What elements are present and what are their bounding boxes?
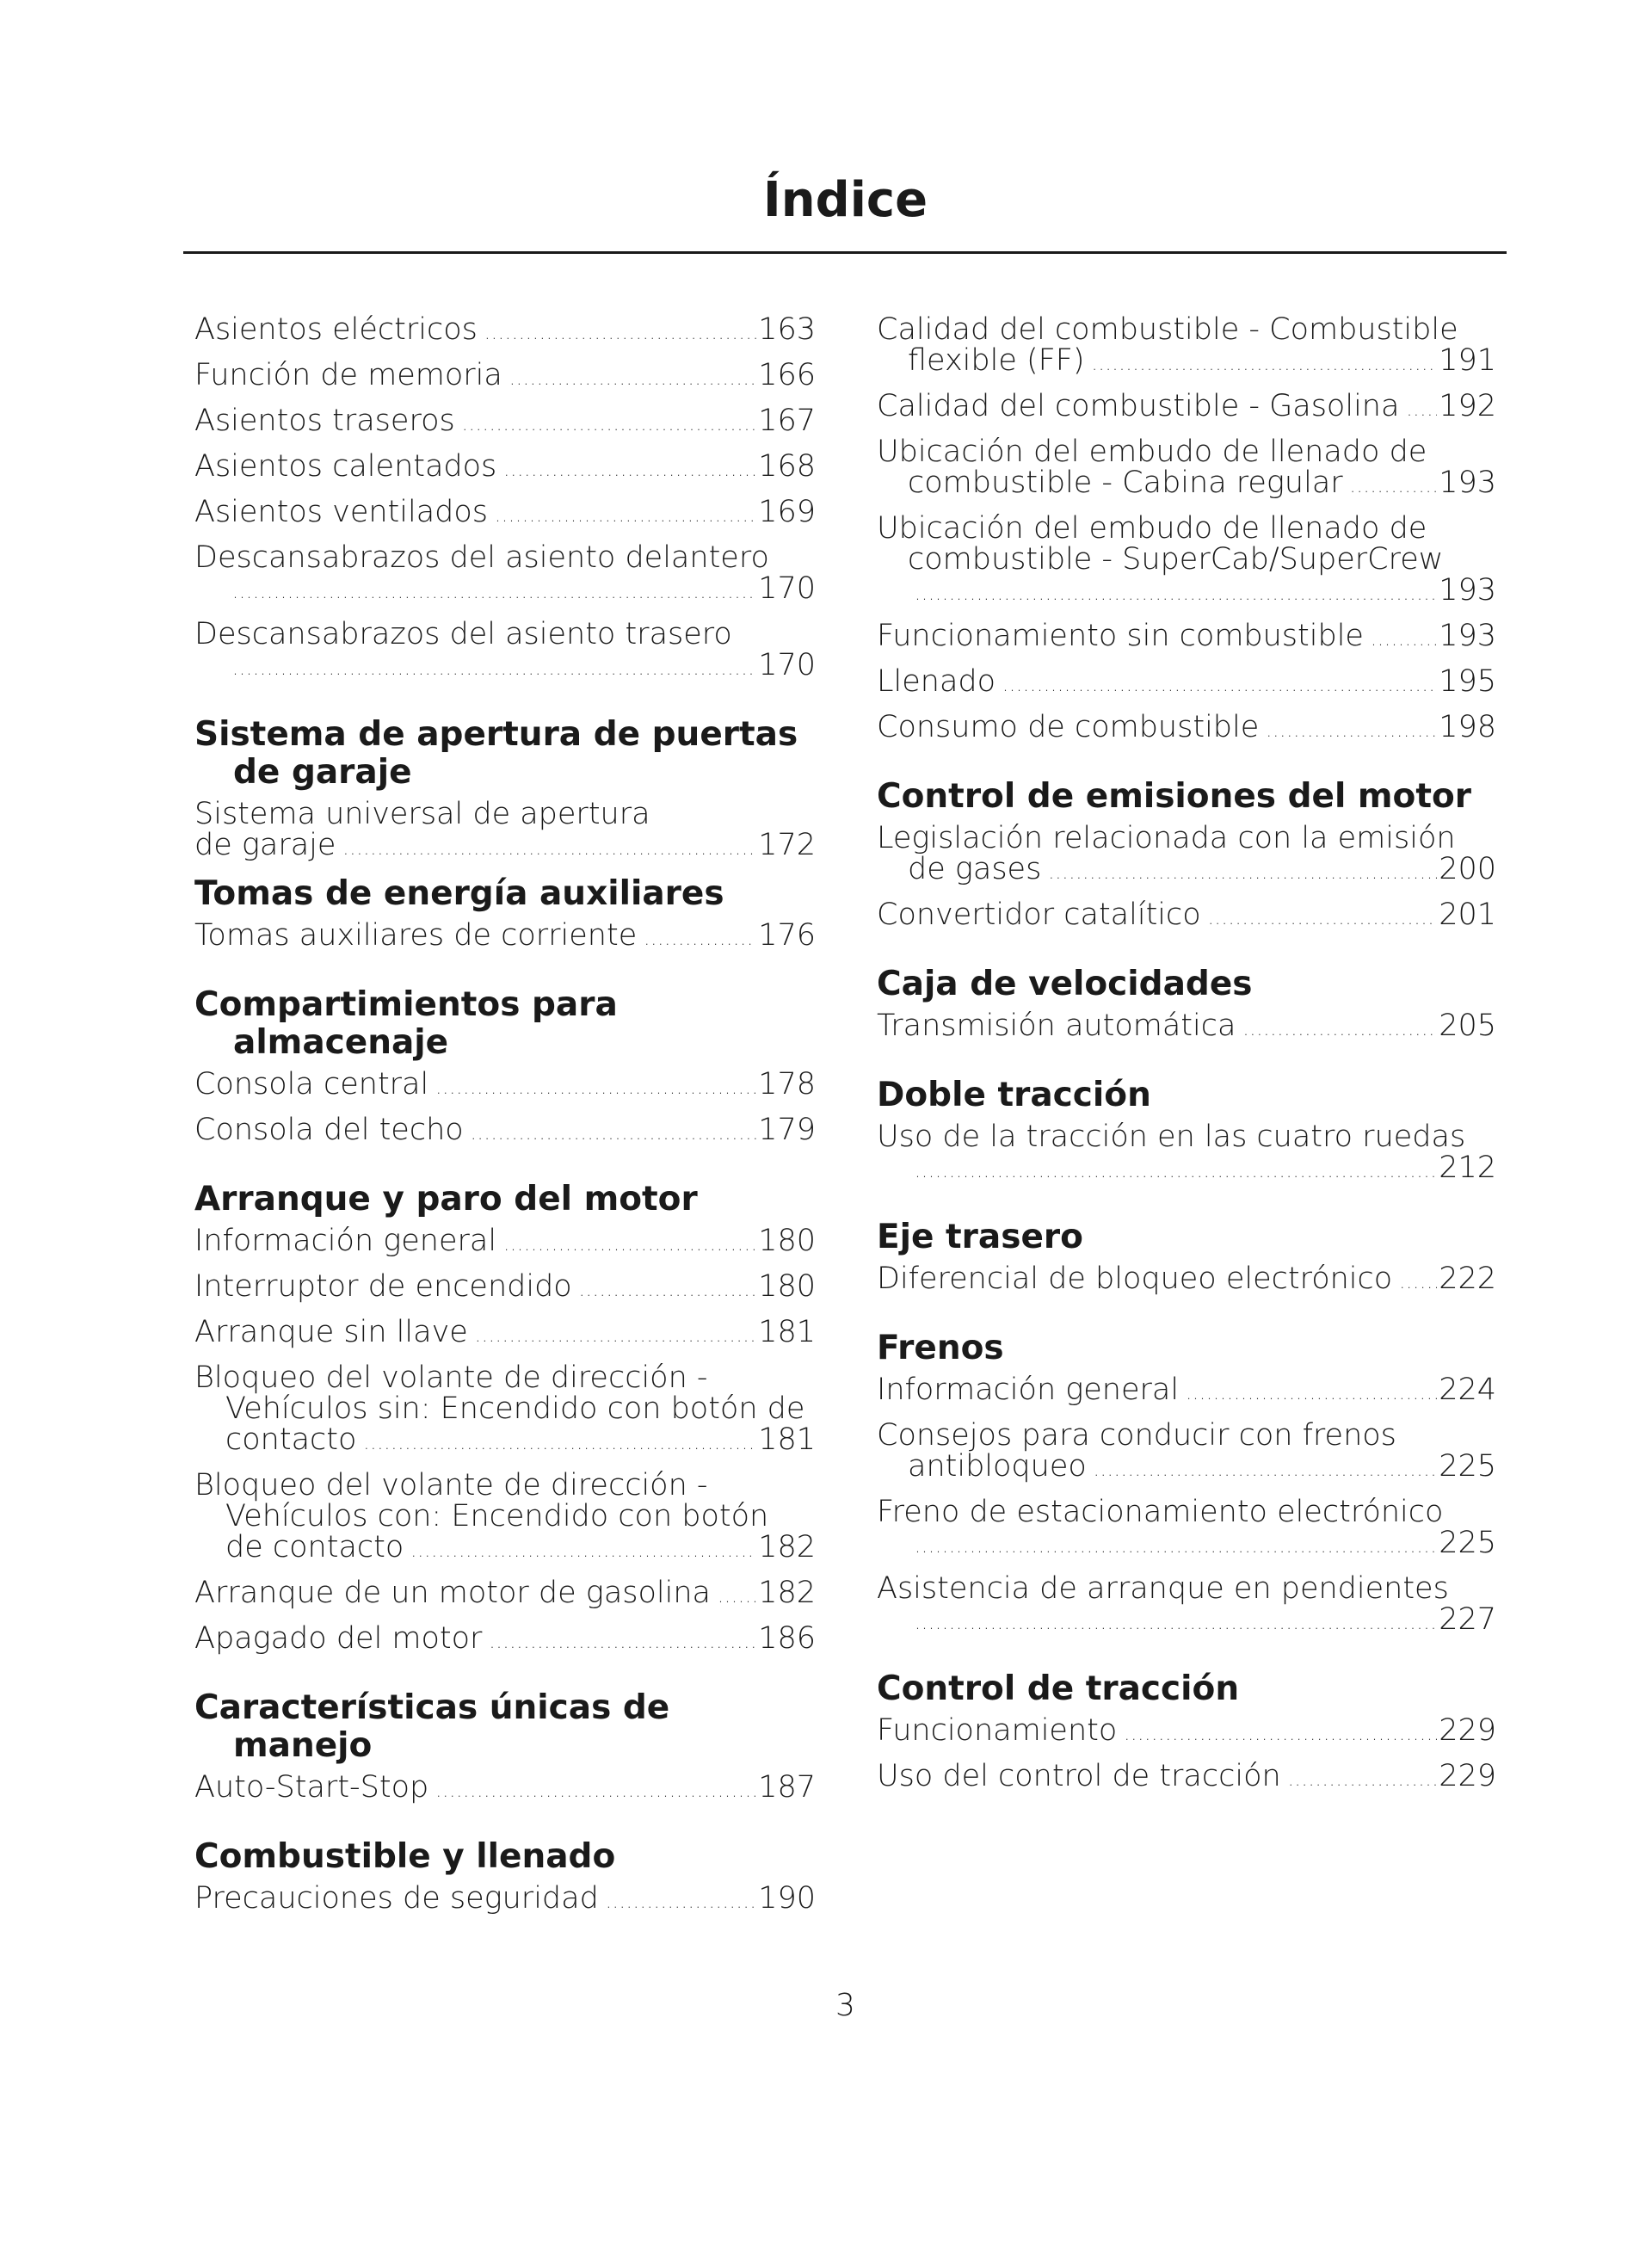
entry-title: Apagado del motor	[194, 1621, 483, 1656]
toc-section	[194, 716, 816, 865]
dot-leader	[915, 579, 1437, 610]
dot-leader	[503, 1230, 756, 1261]
entry-title: Asientos eléctricos	[194, 312, 478, 347]
entry-title: Calidad del combustible - Gasolina	[877, 389, 1400, 423]
entry-page-number: 180	[758, 1224, 816, 1258]
toc-entry[interactable]	[194, 1271, 816, 1306]
entry-title: Asientos calentados	[194, 449, 497, 484]
entry-page-number: 163	[758, 312, 816, 347]
toc-entry[interactable]	[194, 497, 816, 532]
entry-title: de gases	[908, 852, 1042, 886]
toc-entry[interactable]	[877, 1010, 1496, 1046]
section-heading: Caja de velocidades	[877, 965, 1253, 1003]
dot-leader	[1399, 1268, 1437, 1299]
section-heading: Frenos	[877, 1329, 1004, 1367]
toc-entry[interactable]	[877, 1573, 1496, 1639]
toc-entry[interactable]	[877, 712, 1496, 747]
toc-entry[interactable]	[877, 1715, 1496, 1750]
entry-page-number: 227	[1439, 1602, 1496, 1637]
toc-section	[194, 314, 816, 685]
toc-entry[interactable]	[877, 1121, 1496, 1188]
entry-title: Convertidor catalítico	[877, 898, 1201, 932]
toc-entry[interactable]	[194, 314, 816, 349]
entry-title: Consejos para conducir con frenos	[877, 1418, 1396, 1453]
dot-leader	[475, 1321, 756, 1352]
entry-page-number: 229	[1439, 1759, 1496, 1793]
entry-title: Tomas auxiliares de corriente	[194, 918, 638, 953]
entry-title: contacto	[225, 1422, 357, 1457]
toc-entry[interactable]	[194, 1069, 816, 1104]
entry-page-number: 193	[1439, 466, 1496, 500]
section-heading: Combustible y llenado	[194, 1837, 616, 1876]
entry-title: Interruptor de encendido	[194, 1269, 572, 1304]
entry-title: Consumo de combustible	[877, 710, 1260, 744]
entry-page-number: 178	[758, 1067, 816, 1101]
entry-page-number: 193	[1439, 573, 1496, 608]
entry-title: Funcionamiento sin combustible	[877, 619, 1364, 653]
entry-title: antibloqueo	[908, 1449, 1087, 1484]
toc-entry[interactable]	[194, 405, 816, 441]
toc-entry[interactable]	[194, 1623, 816, 1658]
dot-leader	[1288, 1765, 1438, 1796]
entry-page-number: 191	[1439, 343, 1496, 378]
entry-title: Bloqueo del volante de dirección -	[194, 1468, 708, 1502]
right-column	[877, 314, 1496, 1827]
dot-leader	[232, 577, 756, 608]
toc-section	[877, 966, 1496, 1046]
dot-leader	[1242, 1015, 1437, 1046]
dot-leader	[915, 1532, 1437, 1563]
toc-entry[interactable]	[877, 1496, 1496, 1563]
entry-page-number: 181	[758, 1315, 816, 1349]
entry-page-number: 176	[758, 918, 816, 953]
entry-page-number: 181	[758, 1422, 816, 1457]
entry-title: Sistema universal de apertura	[194, 797, 650, 831]
entry-page-number: 180	[758, 1269, 816, 1304]
entry-page-number: 187	[758, 1770, 816, 1805]
toc-section	[877, 778, 1496, 935]
toc-entry[interactable]	[877, 391, 1496, 426]
toc-entry[interactable]	[877, 436, 1496, 503]
toc-section	[877, 1330, 1496, 1639]
entry-title: Bloqueo del volante de dirección -	[194, 1361, 708, 1395]
dot-leader	[1371, 625, 1437, 656]
dot-leader	[342, 834, 756, 865]
entry-page-number: 229	[1439, 1713, 1496, 1748]
toc-entry[interactable]	[877, 513, 1496, 610]
dot-leader	[503, 455, 756, 486]
toc-entry[interactable]	[877, 666, 1496, 701]
section-heading: Arranque y paro del motor	[194, 1180, 698, 1219]
dot-leader	[484, 318, 756, 349]
dot-leader	[1124, 1719, 1437, 1750]
entry-page-number: 190	[758, 1881, 816, 1916]
entry-page-number: 186	[758, 1621, 816, 1656]
toc-section	[877, 1670, 1496, 1796]
section-heading: Control de tracción	[877, 1669, 1240, 1708]
toc-entry[interactable]	[877, 1374, 1496, 1410]
entry-page-number: 225	[1439, 1526, 1496, 1560]
entry-title: combustible - Cabina regular	[908, 466, 1343, 500]
dot-leader	[1094, 1455, 1437, 1486]
dot-leader	[232, 654, 756, 685]
toc-section	[877, 314, 1496, 747]
entry-title: Auto-Start-Stop	[194, 1770, 429, 1805]
dot-leader	[915, 1608, 1437, 1639]
dot-leader	[606, 1887, 756, 1918]
dot-leader	[1350, 472, 1438, 503]
dot-leader	[471, 1119, 757, 1150]
toc-section	[877, 1077, 1496, 1188]
entry-title: Asientos traseros	[194, 404, 455, 438]
toc-section	[194, 1181, 816, 1658]
toc-entry[interactable]	[194, 1114, 816, 1150]
dot-leader	[1186, 1379, 1437, 1410]
entry-title: Ubicación del embudo de llenado de	[877, 511, 1427, 546]
entry-title: de garaje	[194, 828, 336, 862]
toc-entry[interactable]	[194, 360, 816, 395]
entry-page-number: 168	[758, 449, 816, 484]
dot-leader	[1266, 716, 1437, 747]
entry-title: Asistencia de arranque en pendientes	[877, 1571, 1449, 1606]
entry-title: Vehículos con: Encendido con botón	[225, 1499, 769, 1533]
entry-title: Descansabrazos del asiento trasero	[194, 617, 732, 651]
section-heading: Control de emisiones del motor	[877, 777, 1471, 816]
entry-title: Asientos ventilados	[194, 495, 489, 529]
entry-title: Descansabrazos del asiento delantero	[194, 540, 769, 575]
toc-entry[interactable]	[194, 1772, 816, 1807]
entry-title: flexible (FF)	[908, 343, 1085, 378]
entry-page-number: 179	[758, 1113, 816, 1147]
entry-page-number: 169	[758, 495, 816, 529]
toc-entry[interactable]	[194, 799, 816, 865]
entry-page-number: 222	[1439, 1262, 1496, 1296]
dot-leader	[1092, 349, 1438, 380]
entry-page-number: 170	[758, 571, 816, 606]
dot-leader	[1002, 670, 1437, 701]
entry-title: Precauciones de seguridad	[194, 1881, 599, 1916]
entry-title: Consola del techo	[194, 1113, 464, 1147]
section-heading: Eje trasero	[877, 1218, 1083, 1256]
dot-leader	[489, 1627, 756, 1658]
toc-entry[interactable]	[194, 542, 816, 608]
section-heading: Características únicas de manejo	[194, 1688, 670, 1765]
toc-entry[interactable]	[194, 451, 816, 486]
toc-entry[interactable]	[194, 920, 816, 955]
dot-leader	[509, 364, 756, 395]
entry-title: Consola central	[194, 1067, 429, 1101]
dot-leader	[579, 1275, 756, 1306]
toc-section	[194, 986, 816, 1150]
entry-title: Freno de estacionamiento electrónico	[877, 1495, 1444, 1529]
dot-leader	[718, 1582, 756, 1613]
entry-page-number: 170	[758, 648, 816, 682]
toc-entry[interactable]	[194, 1883, 816, 1918]
toc-entry[interactable]	[194, 1362, 816, 1459]
toc-entry[interactable]	[877, 314, 1496, 380]
entry-page-number: 200	[1439, 852, 1496, 886]
dot-leader	[495, 501, 756, 532]
toc-entry[interactable]	[877, 899, 1496, 935]
page-title: Índice	[762, 172, 928, 228]
toc-section	[194, 875, 816, 955]
section-heading: Compartimientos para almacenaje	[194, 985, 618, 1062]
entry-title: Arranque de un motor de gasolina	[194, 1576, 711, 1610]
dot-leader	[915, 1157, 1437, 1188]
toc-entry[interactable]	[877, 620, 1496, 656]
dot-leader	[462, 410, 756, 441]
title-divider	[183, 251, 1507, 254]
entry-title: Funcionamiento	[877, 1713, 1118, 1748]
entry-title: combustible - SuperCab/SuperCrew	[908, 542, 1444, 577]
entry-title: Uso de la tracción en las cuatro ruedas	[877, 1120, 1466, 1154]
toc-entry[interactable]	[877, 1761, 1496, 1796]
entry-page-number: 192	[1439, 389, 1496, 423]
toc-section	[194, 1689, 816, 1807]
entry-page-number: 182	[758, 1576, 816, 1610]
section-heading: Sistema de apertura de puertas de garaje	[194, 715, 798, 792]
dot-leader	[410, 1536, 756, 1567]
entry-title: Uso del control de tracción	[877, 1759, 1281, 1793]
left-column	[194, 314, 816, 1949]
entry-title: Información general	[877, 1373, 1180, 1407]
entry-page-number: 225	[1439, 1449, 1496, 1484]
toc-entry[interactable]	[194, 1470, 816, 1567]
dot-leader	[1208, 904, 1438, 935]
entry-page-number: 201	[1439, 898, 1496, 932]
toc-entry[interactable]	[877, 1420, 1496, 1486]
toc-entry[interactable]	[194, 1225, 816, 1261]
entry-page-number: 212	[1439, 1151, 1496, 1185]
entry-title: Llenado	[877, 664, 996, 699]
dot-leader	[644, 924, 756, 955]
toc-section	[194, 1838, 816, 1918]
entry-page-number: 224	[1439, 1373, 1496, 1407]
entry-title: de contacto	[225, 1530, 404, 1564]
toc-entry[interactable]	[194, 1577, 816, 1613]
entry-page-number: 205	[1439, 1009, 1496, 1043]
entry-title: Legislación relacionada con la emisión	[877, 821, 1456, 855]
toc-entry[interactable]	[877, 1263, 1496, 1299]
dot-leader	[435, 1776, 756, 1807]
entry-title: Información general	[194, 1224, 497, 1258]
entry-page-number: 172	[758, 828, 816, 862]
page-number: 3	[835, 1988, 855, 2023]
toc-section	[877, 1219, 1496, 1299]
entry-title: Vehículos sin: Encendido con botón de	[225, 1391, 805, 1426]
section-heading: Tomas de energía auxiliares	[194, 874, 724, 913]
dot-leader	[1048, 858, 1437, 889]
toc-entry[interactable]	[877, 823, 1496, 889]
section-heading: Doble tracción	[877, 1076, 1151, 1114]
entry-title: Arranque sin llave	[194, 1315, 468, 1349]
entry-page-number: 182	[758, 1530, 816, 1564]
toc-entry[interactable]	[194, 619, 816, 685]
entry-title: Diferencial de bloqueo electrónico	[877, 1262, 1393, 1296]
dot-leader	[435, 1073, 756, 1104]
entry-title: Calidad del combustible - Combustible	[877, 312, 1458, 347]
entry-page-number: 193	[1439, 619, 1496, 653]
entry-page-number: 167	[758, 404, 816, 438]
dot-leader	[1406, 395, 1437, 426]
entry-title: Transmisión automática	[877, 1009, 1236, 1043]
entry-title: Ubicación del embudo de llenado de	[877, 435, 1427, 469]
entry-page-number: 198	[1439, 710, 1496, 744]
dot-leader	[363, 1428, 756, 1459]
toc-entry[interactable]	[194, 1317, 816, 1352]
entry-title: Función de memoria	[194, 358, 502, 392]
entry-page-number: 166	[758, 358, 816, 392]
entry-page-number: 195	[1439, 664, 1496, 699]
